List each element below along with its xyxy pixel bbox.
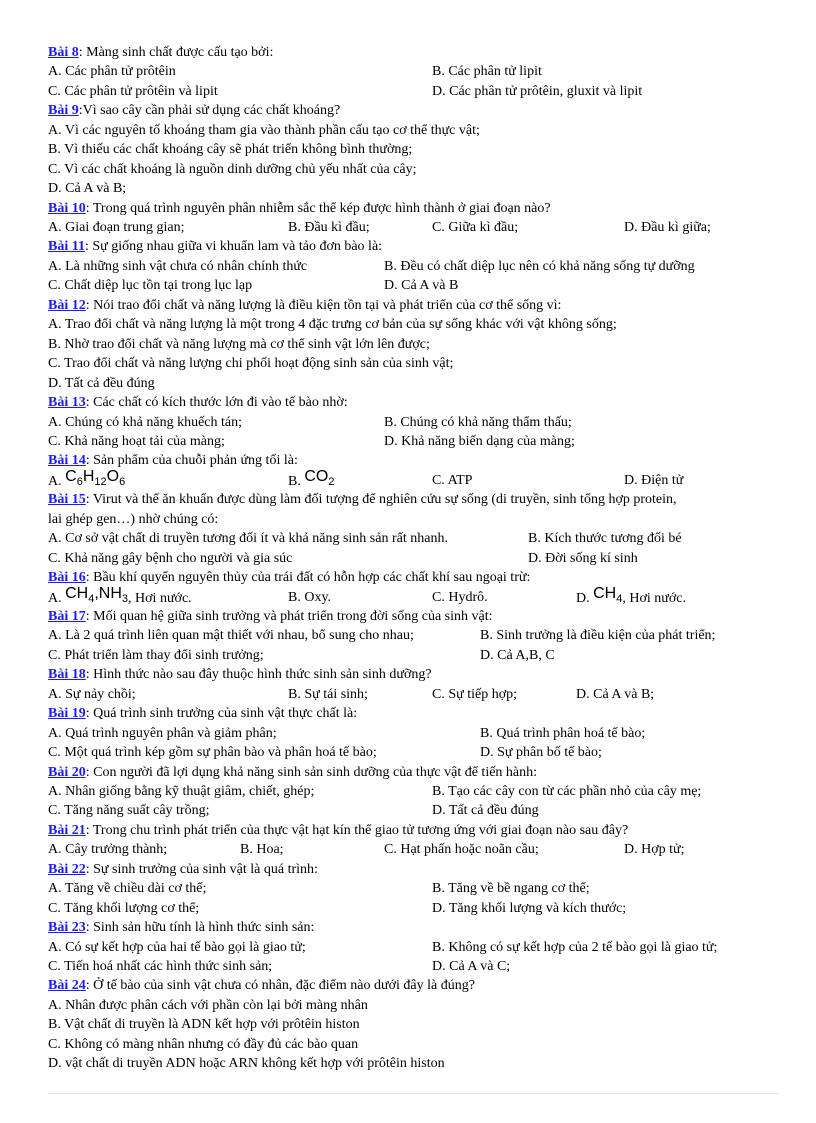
question-text: : Con người đã lợi dụng khả năng sinh sản sinh dưỡng của thực vật để tiến hành:	[85, 764, 538, 780]
option-a: A. Cơ sở vật chất di truyền tương đối ít và khả năng sinh sản rất nhanh.	[48, 531, 448, 547]
question-label[interactable]: Bài 11	[48, 239, 85, 255]
option-b: B. Kích thước tương đối bé	[528, 531, 682, 547]
option-c: C. Các phân tử prôtêin và lipit	[48, 83, 218, 99]
option-b: B. Vật chất di truyền là ADN kết hợp với prôtêin histon	[48, 1017, 360, 1033]
question-text: : Hình thức nào sau đây thuộc hình thức sinh sản sinh dưỡng?	[85, 667, 432, 683]
option-a: A. Tăng về chiều dài cơ thể;	[48, 881, 207, 897]
question-label[interactable]: Bài 18	[48, 667, 86, 683]
option-b: B. Oxy.	[288, 589, 332, 605]
page-bottom-divider	[48, 1093, 778, 1094]
formula-ch4-nh3: $CH_4,NH_3$	[65, 584, 129, 605]
question-label[interactable]: Bài 21	[48, 822, 86, 838]
option-c: C. Vì các chất khoáng là nguồn dinh dưỡng chủ yếu nhất của cây;	[48, 161, 417, 177]
question-text: :Vì sao cây cần phải sử dụng các chất khoáng?	[78, 103, 341, 119]
question-16	[48, 568, 778, 607]
option-a: A. Các phân tử prôtêin	[48, 64, 176, 80]
question-label[interactable]: Bài 8	[48, 45, 79, 60]
option-a: A. Quá trình nguyên phân và giảm phân;	[48, 725, 277, 741]
option-d: D. Điện tử	[624, 472, 684, 488]
question-label[interactable]: Bài 13	[48, 395, 86, 411]
option-c: C. Trao đổi chất và năng lượng chi phối hoạt động sinh sản của sinh vật;	[48, 356, 454, 372]
question-label[interactable]: Bài 15	[48, 492, 86, 508]
question-20	[48, 763, 778, 821]
option-a: A. Có sự kết hợp của hai tế bào gọi là giao tử;	[48, 939, 306, 955]
question-text: : Trong chu trình phát triển của thực vật hạt kín thể giao tử tương ứng với giai đoạn nào sau đây?	[85, 822, 629, 838]
option-b: B. Sinh trưởng là điều kiện của phát triển;	[480, 628, 716, 644]
question-text: : Nói trao đổi chất và năng lượng là điều kiện tồn tại và phát triển của cơ thể sống vì:	[85, 297, 562, 313]
option-d: D. Cả A,B, C	[480, 647, 555, 663]
option-c: C. Tiến hoá nhất các hình thức sinh sản;	[48, 958, 273, 974]
question-21	[48, 821, 778, 860]
option-b: B. Quá trình phân hoá tế bào;	[480, 725, 646, 741]
option-d: D. Sự phân bố tế bào;	[480, 745, 602, 761]
option-c: C. Tăng năng suất cây trồng;	[48, 803, 210, 819]
question-label[interactable]: Bài 24	[48, 978, 86, 994]
question-text: : Bầu khí quyển nguyên thủy của trái đất có hỗn hợp các chất khí sau ngoại trừ:	[85, 570, 531, 586]
formula-glucose: $C_6H_{12}O_6$	[65, 467, 126, 489]
option-a: A. Là những sinh vật chưa có nhân chính thức	[48, 258, 308, 274]
option-b: B. Tạo các cây con từ các phần nhỏ của cây mẹ;	[432, 783, 702, 799]
option-c: C. Giữa kì đầu;	[432, 220, 519, 236]
option-c: C. ATP	[432, 472, 473, 488]
option-a: A. Trao đổi chất và năng lượng là một trong 4 đặc trưng cơ bản của sự sống khác với vật không sống;	[48, 317, 617, 333]
question-15	[48, 490, 778, 568]
option-b: B. Sự tái sinh;	[288, 686, 368, 702]
question-label[interactable]: Bài 17	[48, 608, 86, 624]
question-label[interactable]: Bài 20	[48, 764, 86, 780]
question-text: : Ở tế bào của sinh vật chưa có nhân, đặc điểm nào dưới đây là đúng?	[85, 978, 475, 994]
option-c: C. Khả năng gây bệnh cho người và gia súc	[48, 550, 293, 566]
question-text: : Mối quan hệ giữa sinh trưởng và phát triển trong đời sống của sinh vật:	[85, 608, 493, 624]
question-11	[48, 237, 778, 295]
question-label[interactable]: Bài 10	[48, 200, 86, 216]
question-text: : Các chất có kích thước lớn đi vào tế bào nhờ:	[85, 395, 348, 411]
option-b: B. Không có sự kết hợp của 2 tế bào gọi là giao tử;	[432, 939, 718, 955]
option-a: A. Là 2 quá trình liên quan mật thiết với nhau, bổ sung cho nhau;	[48, 628, 414, 644]
question-24	[48, 976, 778, 1073]
question-text: : Sự giống nhau giữa vi khuẩn lam và tảo đơn bào là:	[84, 239, 383, 255]
formula-ch4: $CH_4$	[593, 584, 623, 605]
option-d: D. vật chất di truyền ADN hoặc ARN không kết hợp với prôtêin histon	[48, 1056, 445, 1072]
question-text-continued: lai ghép gen…) nhờ chúng có:	[48, 511, 219, 527]
question-text: : Sản phẩm của chuỗi phản ứng tối là:	[85, 453, 298, 469]
exam-page	[48, 43, 778, 1074]
option-a: A. Chúng có khả năng khuếch tán;	[48, 414, 243, 430]
option-b: B. Đều có chất diệp lục nên có khả năng sống tự dưỡng	[384, 258, 695, 274]
option-c: C. Hydrô.	[432, 589, 488, 605]
option-c: C. Khả năng hoạt tải của màng;	[48, 433, 225, 449]
question-text: : Trong quá trình nguyên phân nhiễm sắc thể kép được hình thành ở giai đoạn nào?	[85, 200, 551, 216]
question-19	[48, 704, 778, 762]
question-label[interactable]: Bài 19	[48, 706, 86, 722]
option-d: D. Đầu kì giữa;	[624, 220, 711, 236]
option-d: D. Cả A và B;	[576, 686, 655, 702]
option-d: D. Tất cả đều đúng	[48, 375, 155, 391]
option-d: D. Hợp tử;	[624, 842, 685, 858]
question-22	[48, 860, 778, 918]
question-label[interactable]: Bài 16	[48, 570, 86, 586]
question-14	[48, 451, 778, 490]
question-text: : Màng sinh chất được cấu tạo bởi:	[78, 45, 274, 60]
question-23	[48, 918, 778, 976]
option-a: A. Cây trưởng thành;	[48, 842, 168, 858]
option-d: D. Đời sống kí sinh	[528, 550, 638, 566]
option-b: B. Hoa;	[240, 842, 284, 858]
question-label[interactable]: Bài 9	[48, 103, 79, 119]
question-17	[48, 607, 778, 665]
option-d: D. Cả A và B;	[48, 181, 127, 197]
option-a: A. Sự nảy chồi;	[48, 686, 136, 702]
option-a: A. $CH_4,NH_3$, Hơi nước.	[48, 584, 192, 606]
option-d: D. $CH_4$, Hơi nước.	[576, 584, 686, 606]
option-a: A. Vì các nguyên tố khoáng tham gia vào thành phần cấu tạo cơ thể thực vật;	[48, 122, 480, 138]
question-13	[48, 393, 778, 451]
question-10	[48, 199, 778, 238]
option-c: C. Phát triển làm thay đổi sinh trưởng;	[48, 647, 264, 663]
option-c: C. Hạt phấn hoặc noãn cầu;	[384, 842, 539, 858]
option-b: B. $CO_2$	[288, 467, 335, 489]
question-label[interactable]: Bài 23	[48, 920, 86, 936]
option-b: B. Đầu kì đầu;	[288, 220, 370, 236]
question-text: : Quá trình sinh trưởng của sinh vật thực chất là:	[85, 706, 358, 722]
option-c: C. Không có màng nhân nhưng có đầy đủ các bào quan	[48, 1036, 359, 1052]
question-8	[48, 43, 778, 101]
option-c: C. Một quá trình kép gồm sự phân bào và phân hoá tế bào;	[48, 745, 377, 761]
option-d: D. Các phân tử prôtêin, gluxit và lipit	[432, 83, 643, 99]
question-9	[48, 101, 778, 198]
option-b: B. Tăng về bề ngang cơ thể;	[432, 881, 590, 897]
question-text: : Sinh sản hữu tính là hình thức sinh sản:	[85, 920, 315, 936]
option-c: C. Chất diệp lục tồn tại trong lục lạp	[48, 278, 253, 294]
option-b: B. Các phân tử lipit	[432, 64, 542, 80]
option-a: A. Nhân được phân cách với phần còn lại bởi màng nhân	[48, 997, 368, 1013]
option-d: D. Khả năng biến dạng của màng;	[384, 433, 575, 449]
option-a: A. Giai đoạn trung gian;	[48, 220, 185, 236]
question-18	[48, 665, 778, 704]
option-b: B. Vì thiếu các chất khoáng cây sẽ phát triển không bình thường;	[48, 142, 413, 158]
question-label[interactable]: Bài 12	[48, 297, 86, 313]
question-12	[48, 296, 778, 393]
option-d: D. Tất cả đều đúng	[432, 803, 539, 819]
option-c: C. Tăng khối lượng cơ thể;	[48, 900, 200, 916]
option-d: D. Cả A và B	[384, 278, 459, 294]
option-c: C. Sự tiếp hợp;	[432, 686, 517, 702]
option-d: D. Tăng khối lượng và kích thước;	[432, 900, 627, 916]
option-d: D. Cả A và C;	[432, 958, 511, 974]
option-b: B. Chúng có khả năng thẩm thấu;	[384, 414, 572, 430]
option-b: B. Nhờ trao đổi chất và năng lượng mà cơ thể sinh vật lớn lên được;	[48, 336, 430, 352]
option-a: A. $C_6H_{12}O_6$	[48, 467, 126, 489]
question-label[interactable]: Bài 14	[48, 453, 86, 469]
question-label[interactable]: Bài 22	[48, 861, 86, 877]
question-text: : Virut và thể ăn khuẩn được dùng làm đối tượng để nghiên cứu sự sống (di truyền, sinh tổng hợp protein,	[85, 492, 677, 508]
question-text: : Sự sinh trưởng của sinh vật là quá trình:	[85, 861, 318, 877]
option-a: A. Nhân giống bằng kỹ thuật giâm, chiết, ghép;	[48, 783, 315, 799]
formula-co2: $CO_2$	[304, 467, 335, 489]
